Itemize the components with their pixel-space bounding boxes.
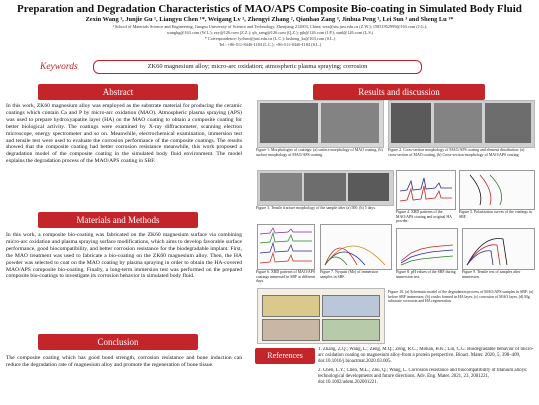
methods-text: In this work, a composite bio-coating was fabricated on the ZK60 magnesium surface via combining micro-arc oxidation and plasma spraying surface modifications, which aims to develop favorable surface performance, good biocompatibility, and better corrosion resistance for the biodegradable implant. First, the MAO treatment was used to fabricate a bio-coating on the ZK60 magnesium alloy. Then, the HA powder was selected to coat on the MAO coating by plasma spraying in order to obtain the HA-covered MAO/APS composite bio-coating. Finally, a long-term immersion test was performed on the prepared composite bio-coatings to investigate its corrosion behavior in simulated body fluid. <box>6 232 242 280</box>
figure-10-caption: Figure 10. (a) Schematic model of the degradation process of MAO/APS samples in SBF: (a) before SBF immersion, (b) cracks formed in HA layer, (c) corrosion of MAO layer, (d) Mg substrate corrosion and HA regeneration. <box>388 290 534 304</box>
figure-1-image <box>257 100 384 148</box>
affiliation-line-1: ¹ School of Materials Science and Engineering, Jiangsu University of Science and Technology, Zhenjiang 212003, China; wzx@stu.just.edu.cn (Z.W.); 15851952999@163.com (J.G.); <box>112 24 428 29</box>
figure-5-caption: Figure 5. Polarization curves of the coatings in SBF. <box>459 210 532 219</box>
fig5-polarization-curves <box>460 171 534 209</box>
figure-4-caption: Figure 4. XRD patterns of the MAO/APS coating and original HA powder. <box>396 210 452 224</box>
fig4-xrd-lines <box>397 171 455 209</box>
keywords-box: ZK60 magnesium alloy; micro-arc oxidation; atmospheric plasma spraying; corrosion <box>93 60 422 74</box>
figure-4-plot <box>396 170 456 210</box>
schematic-step-a <box>262 295 320 317</box>
fig2-panel-a <box>391 103 431 143</box>
figure-1-caption: Figure 1. Morphologies of coatings: (a) surface morphology of MAO coating, (b) surface morphology of MAO/APS coating. <box>256 148 383 157</box>
methods-heading: Materials and Methods <box>38 212 198 228</box>
fig6-xrd-stack <box>258 225 314 269</box>
fig2-panel-c <box>485 103 531 143</box>
fig1-panel-a <box>260 103 318 143</box>
results-heading: Results and discussion <box>313 84 485 100</box>
figure-5-plot <box>459 170 535 210</box>
affiliation-line-3: * Correspondence: lychen@just.edu.cn (L.C.); lusheng_ks@163.com (S.L.) <box>204 36 336 41</box>
figure-3-caption: Figure 3. Tensile fracture morphology of the sample after (a) 500, (b) 5 days. <box>256 206 376 210</box>
affiliation-line-2: wanghg@163.com (W.L.); zzy@126.com (Z.Z.); qh_zang@126.com (Q.Z.); pjh@126.com (J.P.); sunl@126.com (L.S.) <box>166 30 374 35</box>
reference-1: 1. Zhang, Z.Q.; Wang, L.; Zeng, M.Q.; Zeng, R.C.; Mohan, B.K.; Lin, C.G. Biodegradable behavior of micro-arc oxidation coating on magnesium alloy-from a protein perspective. Bioact. Mater. 2020, 5, 398–409, doi:10.1016/j.bioactmat.2020.03.005. <box>318 347 534 364</box>
figure-6-plot <box>257 224 315 270</box>
abstract-text: In this work, ZK60 magnesium alloy was employed as the substrate material for producing the ceramic coatings which contain Ca and P by micro-arc oxidation (MAO). Atmospheric plasma spraying (APS) was used to prepare hydroxyapatite layer (HA) on the MAO coating to obtain a composite coating for better biological activity. The coatings were examined by X-ray diffractometer, scanning electron microscope, energy spectrometer and so on. Meanwhile, electrochemical examination, immersion test and tensile test were used to evaluate the corrosion performance of the composite coatings. The results showed that the composite coating had better corrosion resistance meanwhile, this work proposed a degradation model of the composite coating in the simulated body fluid environment. The model explains the degradation process of the MAO/APS coating in SBF. <box>6 103 242 165</box>
fig7-nyquist-curves <box>321 225 391 269</box>
figure-9-plot <box>462 228 535 270</box>
fig3-panel-b <box>304 173 346 201</box>
figure-8-caption: Figure 8. pH values of the SBF during immersion test. <box>396 270 456 279</box>
fig2-panel-b <box>434 103 482 143</box>
figure-7-caption: Figure 7. Nyquist (Mo) of immersion samples in SBF. <box>320 270 379 279</box>
figure-3-image <box>257 170 394 206</box>
conclusion-heading: Conclusion <box>38 334 198 350</box>
reference-2: 2. Chen, L.Y.; Chen, M.L.; Zhu, Q.; Wang, L. Corrosion resistance and biocompatibility of titanium alloys: technological developments and future directions. Adv. Eng. Mater. 2021, 23, 2001221, doi:10.1002/adem.202001221. <box>318 368 528 385</box>
figure-6-caption: Figure 6. XRD patterns of MAO/APS coatings immersed in SBF at different days. <box>256 270 316 284</box>
figure-10-schematic <box>257 288 385 344</box>
schematic-step-b <box>322 295 380 317</box>
abstract-heading: Abstract <box>38 84 198 100</box>
author-list: Zexin Wang ¹, Junjie Gu ¹, Liangyu Chen ¹*, Weigang Lv ², Zhengyi Zhang ², Qianhao Zang ³, Jinhua Peng ³, Lei Sun ³ and Sheng Lu ¹* <box>85 16 454 23</box>
schematic-step-c <box>262 319 320 341</box>
poster-title: Preparation and Degradation Characteristics of MAO/APS Composite Bio-coating in Simulated Body Fluid <box>17 3 522 15</box>
references-heading: References <box>255 348 315 364</box>
affiliation-line-4: Tel.: +86-511-8440-1184 (L.C.); +86-511-8440-1184 (S.L.) <box>218 42 322 47</box>
fig9-tensile-curves <box>463 229 534 269</box>
fig3-panel-c <box>348 173 389 201</box>
figure-7-plot <box>320 224 392 270</box>
fig1-panel-b <box>321 103 379 143</box>
fig3-panel-a <box>260 173 302 201</box>
figure-2-image <box>388 100 535 148</box>
figure-9-caption: Figure 9. Tensile test of samples after immersion. <box>462 270 521 279</box>
conclusion-text: The composite coating which has good bond strength, corrosion resistance and bone induction can reduce the degradation rate of magnesium alloy and promote the regeneration of bone tissue. <box>6 355 242 368</box>
fig8-ph-lines <box>397 229 457 269</box>
figure-8-plot <box>396 228 458 270</box>
keywords-label: Keywords <box>40 62 78 72</box>
figure-2-caption: Figure 2. Cross-section morphology of MAO/APS coating and element distribution: (a) cross-section of MAO coating, (b) Cross-section morphology of MAO/APS coating. <box>388 148 525 157</box>
schematic-step-d <box>322 319 380 341</box>
